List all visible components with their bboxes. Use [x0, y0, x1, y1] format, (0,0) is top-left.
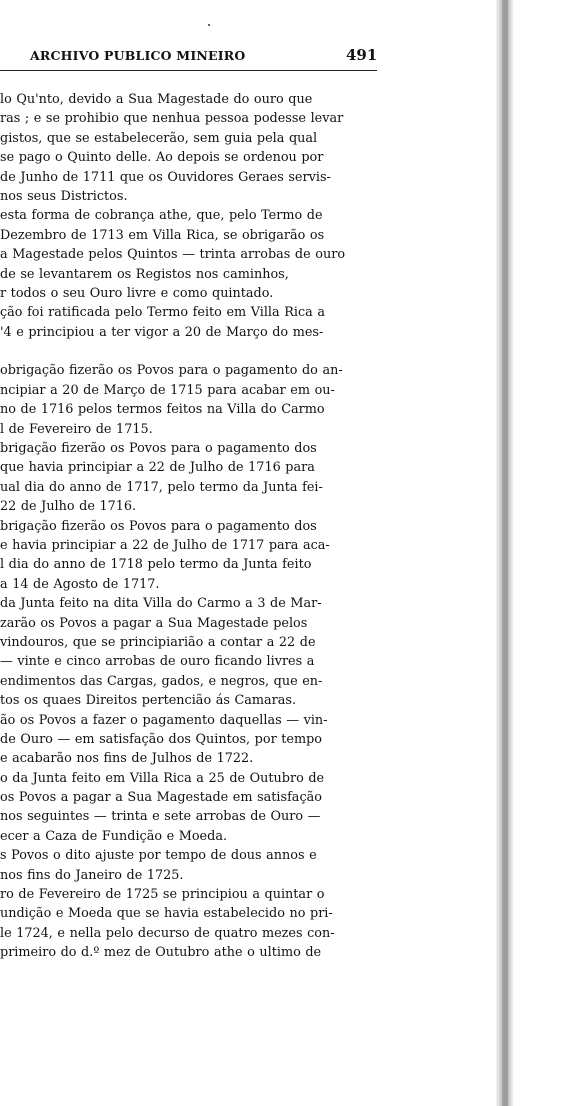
text-line: — vinte e cinco arrobas de ouro ficando livres a: [0, 654, 315, 670]
text-line: o da Junta feito em Villa Rica a 25 de Outubro de: [0, 770, 325, 786]
text-line: l dia do anno de 1718 pelo termo da Junta feito: [0, 557, 312, 573]
text-line: de Junho de 1711 que os Ouvidores Geraes servis-: [0, 169, 331, 185]
page-number: 491: [346, 46, 378, 64]
text-line: ecer a Caza de Fundição e Moeda.: [0, 828, 228, 844]
text-line: de se levantarem os Registos nos caminhos,: [0, 266, 289, 282]
text-line: undição e Moeda que se havia estabelecido no pri-: [0, 906, 333, 922]
text-line: brigação fizerão os Povos para o pagamento dos: [0, 441, 317, 457]
text-line: le 1724, e nella pelo decurso de quatro mezes con-: [0, 925, 335, 941]
text-line: a Magestade pelos Quintos — trinta arrobas de ouro: [0, 247, 346, 263]
text-line: se pago o Quinto delle. Ao depois se ordenou por: [0, 150, 324, 166]
text-line: e havia principiar a 22 de Julho de 1717 para aca-: [0, 537, 330, 553]
text-line: zarão os Povos a pagar a Sua Magestade pelos: [0, 615, 308, 631]
text-line: Dezembro de 1713 em Villa Rica, se obrigarão os: [0, 227, 325, 243]
text-line: primeiro do d.º mez de Outubro athe o ultimo de: [0, 945, 322, 961]
text-line: 22 de Julho de 1716.: [0, 499, 137, 515]
header-rule: [0, 70, 377, 71]
text-line: gistos, que se estabelecerão, sem guia pela qual: [0, 130, 318, 146]
body-text: [0, 90, 380, 963]
text-line: que havia principiar a 22 de Julho de 1716 para: [0, 460, 315, 476]
text-line: obrigação fizerão os Povos para o pagamento do an-: [0, 363, 343, 379]
text-line: ão os Povos a fazer o pagamento daquellas — vin-: [0, 712, 328, 728]
text-line: brigação fizerão os Povos para o pagamento dos: [0, 518, 317, 534]
text-line: e acabarão nos fins de Julhos de 1722.: [0, 751, 254, 767]
text-line: ras ; e se prohibio que nenhua pessoa podesse levar: [0, 111, 344, 127]
ink-speck: [208, 24, 210, 26]
text-line: l de Fevereiro de 1715.: [0, 421, 153, 437]
text-line: ncipiar a 20 de Março de 1715 para acabar em ou-: [0, 382, 335, 398]
text-line: endimentos das Cargas, gados, e negros, que en-: [0, 673, 323, 689]
text-line: s Povos o dito ajuste por tempo de dous annos e: [0, 848, 317, 864]
text-line: ual dia do anno de 1717, pelo termo da Junta fei-: [0, 479, 323, 495]
text-line: nos seus Districtos.: [0, 188, 128, 204]
text-line: os Povos a pagar a Sua Magestade em satisfação: [0, 790, 322, 806]
text-line: ro de Fevereiro de 1725 se principiou a quintar o: [0, 887, 325, 903]
text-line: lo Qu'nto, devido a Sua Magestade do ouro que: [0, 92, 313, 107]
text-line: esta forma de cobrança athe, que, pelo Termo de: [0, 208, 323, 224]
text-line: da Junta feito na dita Villa do Carmo a 3 de Mar-: [0, 596, 322, 612]
text-line: ção foi ratificada pelo Termo feito em Villa Rica a: [0, 305, 325, 321]
text-line: '4 e principiou a ter vigor a 20 de Março do mes-: [0, 324, 324, 340]
text-line: r todos o seu Ouro livre e como quintado.: [0, 285, 274, 301]
text-line: de Ouro — em satisfação dos Quintos, por tempo: [0, 731, 323, 747]
paragraph-gap: [0, 342, 380, 361]
text-line: nos fins do Janeiro de 1725.: [0, 867, 184, 883]
running-title: ARCHIVO PUBLICO MINEIRO: [30, 48, 246, 63]
text-line: vindouros, que se principiarião a contar a 22 de: [0, 634, 316, 650]
page-edge-line: [502, 0, 508, 1106]
text-line: a 14 de Agosto de 1717.: [0, 576, 160, 592]
text-line: tos os quaes Direitos pertencião ás Camaras.: [0, 693, 297, 709]
text-line: no de 1716 pelos termos feitos na Villa do Carmo: [0, 402, 325, 418]
page-header: [0, 48, 380, 70]
text-line: nos seguintes — trinta e sete arrobas de Ouro —: [0, 809, 321, 825]
